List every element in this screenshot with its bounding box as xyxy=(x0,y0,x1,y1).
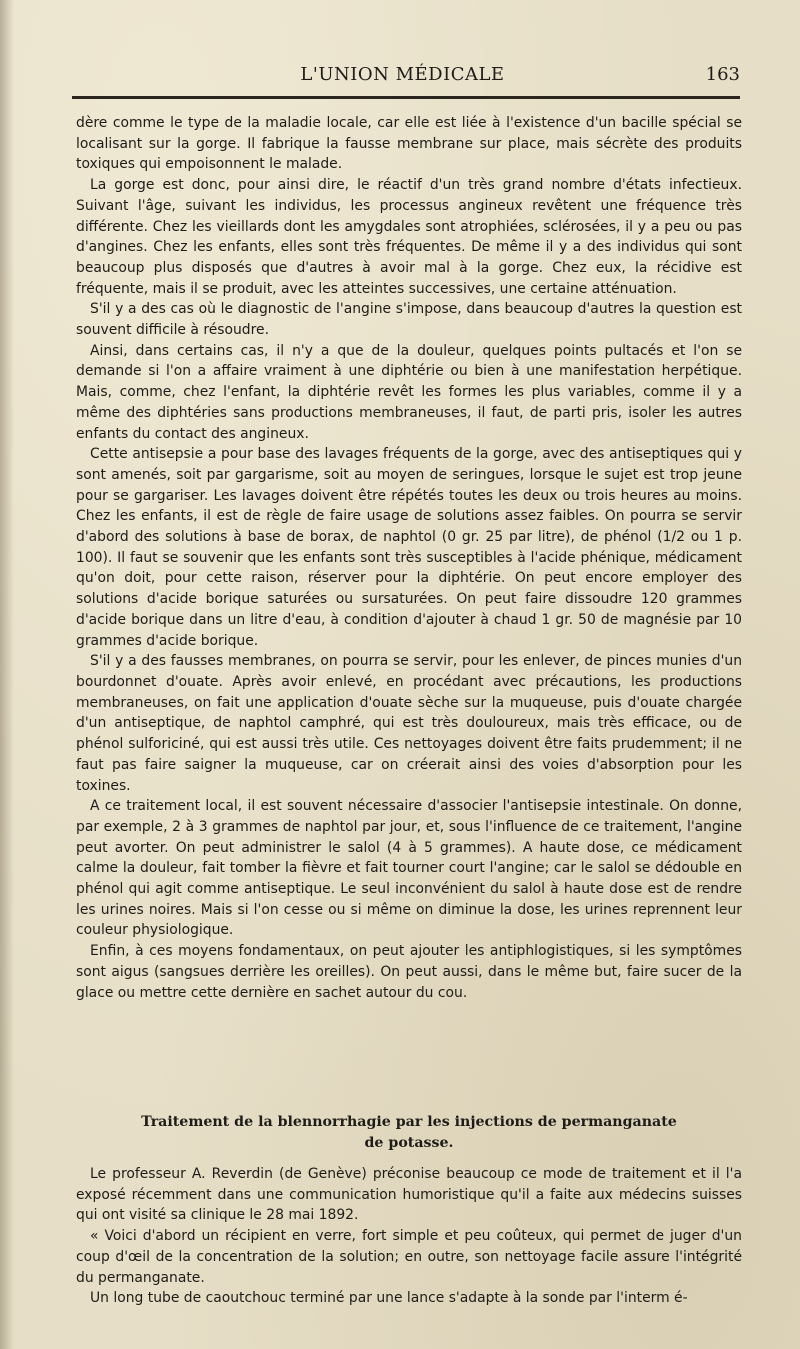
paragraph: dère comme le type de la maladie locale, car elle est liée à l'existence d'un bacille spécial se localisant sur la gorge. Il fabrique la fausse membrane sur place, mais sécrète des produits toxiques qui empoisonnent le malade. xyxy=(76,115,742,173)
running-title: L'UNION MÉDICALE xyxy=(300,64,505,85)
section-title xyxy=(76,1112,742,1153)
paragraph: S'il y a des fausses membranes, on pourra se servir, pour les enlever, de pinces munies d'un bourdonnet d'ouate. Après avoir enlevé, en procédant avec précautions, les productions membraneuses, on fait une application d'ouate sèche sur la muqueuse, puis d'ouate chargée d'un antiseptique, de naphtol camphré, qui est très douloureux, mais très efficace, ou de phénol sulforiciné, qui est aussi très utile. Ces nettoyages doivent être faits prudemment; il ne faut pas faire saigner la muqueuse, car on créerait ainsi des voies d'absorption pour les toxines. xyxy=(76,653,742,794)
section-title-line: de potasse. xyxy=(364,1134,454,1151)
paragraph: A ce traitement local, il est souvent nécessaire d'associer l'antisepsie intestinale. On donne, par exemple, 2 à 3 grammes de naphtol par jour, et, sous l'influence de ce traitement, l'angine peut avorter. On peut administrer le salol (4 à 5 grammes). A haute dose, ce médicament calme la douleur, fait tomber la fièvre et fait tourner court l'angine; car le salol se dédouble en phénol qui agit comme antiseptique. Le seul inconvénient du salol à haute dose est de rendre les urines noires. Mais si l'on cesse ou si même on diminue la dose, les urines reprennent leur couleur physiologique. xyxy=(76,798,742,939)
paragraph: Un long tube de caoutchouc terminé par une lance s'adapte à la sonde par l'interm é- xyxy=(90,1290,688,1307)
page-number: 163 xyxy=(705,64,740,85)
paragraph: « Voici d'abord un récipient en verre, fort simple et peu coûteux, qui permet de juger d'un coup d'œil de la concentration de la solution; en outre, son nettoyage facile assure l'intégrité du permanganate. xyxy=(76,1228,742,1286)
paragraph: Ainsi, dans certains cas, il n'y a que de la douleur, quelques points pultacés et l'on se demande si l'on a affaire vraiment à une diphtérie ou bien à une manifestation herpétique. Mais, comme, chez l'enfant, la diphtérie revêt les formes les plus variables, comme il y a même des diphtéries sans productions membraneuses, il faut, de parti pris, isoler les autres enfants du contact des angineux. xyxy=(76,342,742,442)
page-gutter-shadow xyxy=(0,0,14,1349)
paragraph: La gorge est donc, pour ainsi dire, le réactif d'un très grand nombre d'états infectieux. Suivant l'âge, suivant les individus, les processus angineux revêtent une fréquence très différente. Chez les vieillards dont les amygdales sont atrophiées, sclérosées, il y a peu ou pas d'angines. Chez les enfants, elles sont très fréquentes. De même il y a des individus qui sont beaucoup plus disposés que d'autres à avoir mal à la gorge. Chez eux, la récidive est fréquente, mais il se produit, avec les atteintes successives, une certaine atténuation. xyxy=(76,177,742,297)
paragraph: Enfin, à ces moyens fondamentaux, on peut ajouter les antiphlogistiques, si les symptômes sont aigus (sangsues derrière les oreilles). On peut aussi, dans le même but, faire sucer de la glace ou mettre cette dernière en sachet autour du cou. xyxy=(76,943,742,1001)
section-title-line: Traitement de la blennorrhagie par les injections de permanganate xyxy=(141,1114,677,1130)
page-header xyxy=(65,64,740,90)
header-rule xyxy=(72,96,740,99)
paragraph: Le professeur A. Reverdin (de Genève) préconise beaucoup ce mode de traitement et il l'a exposé récemment dans une communication humoristique qu'il a faite aux médecins suisses qui ont visité sa clinique le 28 mai 1892. xyxy=(76,1166,742,1224)
paragraph: Cette antisepsie a pour base des lavages fréquents de la gorge, avec des antiseptiques qui y sont amenés, soit par gargarisme, soit au moyen de seringues, lorsque le sujet est trop jeune pour se gargariser. Les lavages doivent être répétés toutes les deux ou trois heures au moins. Chez les enfants, il est de règle de faire usage de solutions assez faibles. On pourra se servir d'abord des solutions à base de borax, de naphtol (0 gr. 25 par litre), de phénol (1/2 ou 1 p. 100). Il faut se souvenir que les enfants sont très susceptibles à l'acide phénique, médicament qu'on doit, pour cette raison, réserver pour la diphtérie. On peut encore employer des solutions d'acide borique saturées ou sursaturées. On peut faire dissoudre 120 grammes d'acide borique dans un litre d'eau, à condition d'ajouter à chaud 1 gr. 50 de magnésie par 10 grammes d'acide borique. xyxy=(76,446,742,649)
section-text xyxy=(76,1164,742,1309)
paragraph: S'il y a des cas où le diagnostic de l'angine s'impose, dans beaucoup d'autres la question est souvent difficile à résoudre. xyxy=(76,301,742,339)
body-text xyxy=(76,113,742,1003)
